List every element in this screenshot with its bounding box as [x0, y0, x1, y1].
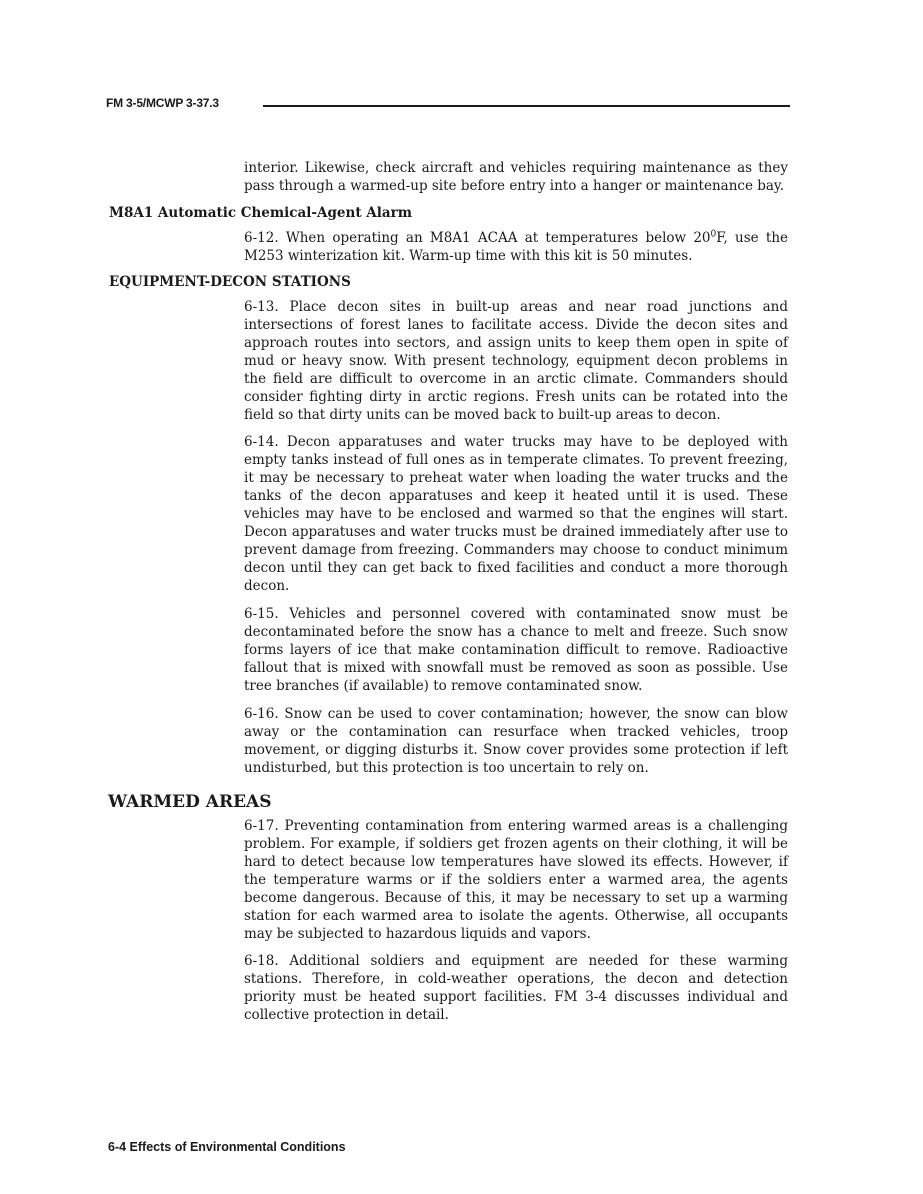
paragraph-intro: interior. Likewise, check aircraft and vehicles requiring maintenance as they pass through a warmed-up site before entry into a hanger or maintenance bay. — [244, 160, 788, 194]
heading-m8a1-alarm: M8A1 Automatic Chemical-Agent Alarm — [109, 205, 413, 221]
heading-equipment-decon-stations: EQUIPMENT-DECON STATIONS — [109, 274, 351, 290]
paragraph-6-12-text-a: 6-12. When operating an M8A1 ACAA at temperatures below 20 — [244, 230, 711, 246]
page-header — [106, 96, 790, 112]
paragraph-6-17: 6-17. Preventing contamination from entering warmed areas is a challenging problem. For example, if soldiers get frozen agents on their clothing, it will be hard to detect because low temperatures have slowed its effects. However, if the temperature warms or if the soldiers enter a warmed area, the agents become dangerous. Because of this, it may be necessary to set up a warming station for each warmed area to isolate the agents. Otherwise, all occupants may be subjected to hazardous liquids and vapors. — [244, 818, 788, 942]
paragraph-6-15: 6-15. Vehicles and personnel covered with contaminated snow must be decontaminated before the snow has a chance to melt and freeze. Such snow forms layers of ice that make contamination difficult to remove. Radioactive fallout that is mixed with snowfall must be removed as soon as possible. Use tree branches (if available) to remove contaminated snow. — [244, 606, 788, 694]
degree-superscript: 0 — [710, 229, 717, 240]
heading-warmed-areas: WARMED AREAS — [108, 792, 272, 812]
header-rule — [263, 105, 790, 107]
paragraph-6-14: 6-14. Decon apparatuses and water trucks may have to be deployed with empty tanks instead of full ones as in temperate climates. To prevent freezing, it may be necessary to preheat water when loading the water trucks and the tanks of the decon apparatuses and keep it heated until it is used. These vehicles may have to be enclosed and warmed so that the engines will start. Decon apparatuses and water trucks must be drained immediately after use to prevent damage from freezing. Commanders may choose to conduct minimum decon until they can get back to fixed facilities and conduct a more thorough decon. — [244, 434, 788, 594]
document-id: FM 3-5/MCWP 3-37.3 — [106, 96, 219, 110]
paragraph-6-13: 6-13. Place decon sites in built-up areas and near road junctions and intersections of forest lanes to facilitate access. Divide the decon sites and approach routes into sectors, and assign units to keep them open in spite of mud or heavy snow. With present technology, equipment decon problems in the field are difficult to overcome in an arctic climate. Commanders should consider fighting dirty in arctic regions. Fresh units can be rotated into the field so that dirty units can be moved back to built-up areas to decon. — [244, 299, 788, 423]
paragraph-6-12 — [244, 229, 788, 265]
paragraph-6-18: 6-18. Additional soldiers and equipment are needed for these warming stations. Therefore, in cold-weather operations, the decon and detection priority must be heated support facilities. FM 3-4 discusses individual and collective protection in detail. — [244, 953, 788, 1023]
paragraph-6-16: 6-16. Snow can be used to cover contamination; however, the snow can blow away or the contamination can resurface when tracked vehicles, troop movement, or digging disturbs it. Snow cover provides some protection if left undisturbed, but this protection is too uncertain to rely on. — [244, 706, 788, 776]
paragraph-6-12-text-b: F, use the M253 winterization kit. Warm-up time with this kit is 50 minutes. — [244, 230, 789, 264]
page-footer: 6-4 Effects of Environmental Conditions — [108, 1140, 346, 1154]
